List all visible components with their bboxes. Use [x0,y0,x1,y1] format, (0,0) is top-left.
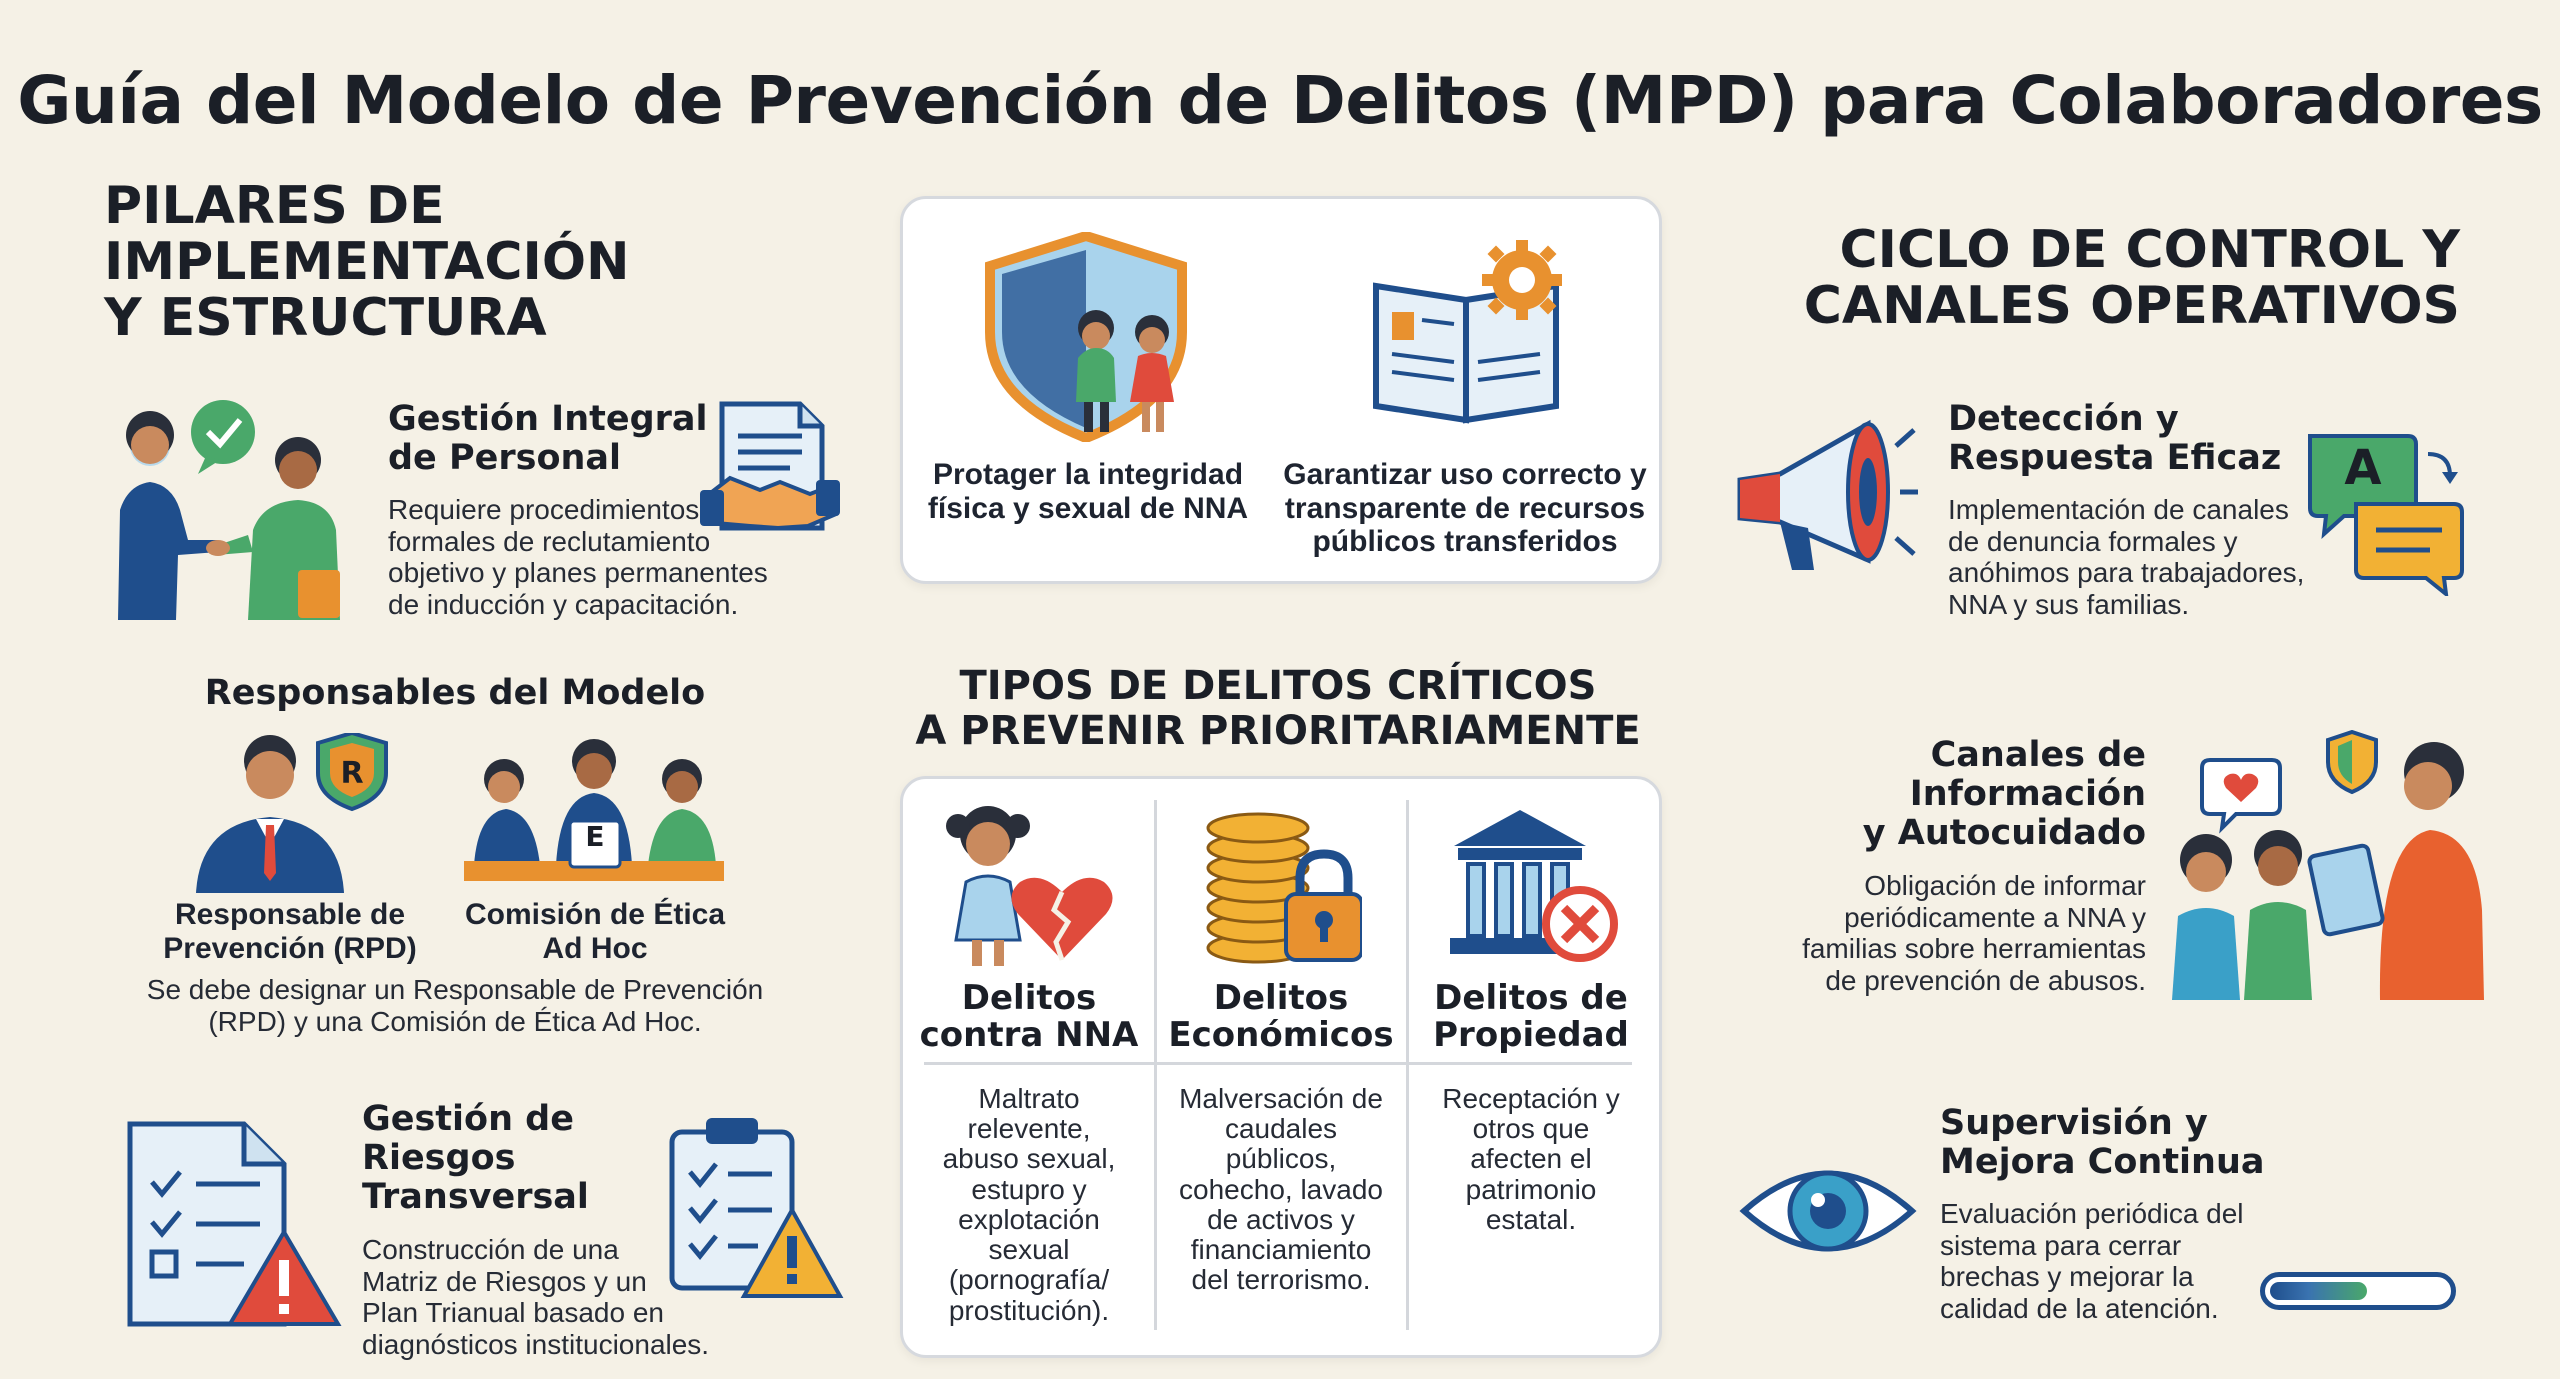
shield-children-icon [976,232,1196,442]
coins-lock-icon [1202,808,1362,968]
crimes-heading: TIPOS DE DELITOS CRÍTICOS A PREVENIR PRIORITARIAMENTE [915,663,1641,754]
responsables-title: Responsables del Modelo [204,673,706,713]
deteccion-text: Implementación de canales de denuncia formales y anóhimos para trabajadores, NNA y sus familias. [1948,494,2305,620]
progress-bar [2260,1272,2456,1310]
crime-nna-text: Maltrato relevente, abuso sexual, estupro y explotación sexual (pornografía/ prostitución). [942,1083,1116,1326]
left-section-heading: PILARES DE IMPLEMENTACIÓN Y ESTRUCTURA [104,176,630,349]
objective-resources-text: Garantizar uso correcto y transparente de recursos públicos transferidos [1283,458,1647,559]
canales-title: Canales de Información y Autocuidado [1862,735,2146,854]
riesgos-title: Gestión de Riesgos Transversal [362,1099,589,1218]
rpd-label: Responsable de Prevención (RPD) [163,898,417,965]
clipboard-warning-icon [668,1114,844,1304]
crimes-divider-horizontal [924,1062,1632,1065]
crime-property-title: Delitos de Propiedad [1433,978,1629,1055]
eye-icon [1738,1146,1918,1276]
supervision-title: Supervisión y Mejora Continua [1940,1103,2265,1183]
supervision-text: Evaluación periódica del sistema para cerrar brechas y mejorar la calidad de la atención. [1940,1198,2244,1324]
personal-text: Requiere procedimientos formales de reclutamiento objetivo y planes permanentes de inducción y capacitación. [388,494,768,620]
handshake-people-icon [98,390,368,620]
contract-handshake-icon [700,398,840,548]
comision-badge-letter: E [585,820,605,853]
right-section-heading: CICLO DE CONTROL Y CANALES OPERATIVOS [1803,220,2460,337]
crimes-divider-2 [1406,800,1409,1330]
deteccion-title: Detección y Respuesta Eficaz [1948,399,2282,479]
rpd-badge-letter: R [340,756,364,791]
ethics-committee-icon [464,735,724,895]
megaphone-icon [1730,410,1920,580]
chat-badge-letter: A [2344,440,2382,496]
crime-economic-title: Delitos Económicos [1168,978,1394,1055]
checklist-warning-icon [124,1118,344,1338]
crime-economic-text: Malversación de caudales públicos, cohecho, lavado de activos y financiamiento del terrorismo. [1179,1083,1383,1296]
progress-bar-fill [2270,1282,2367,1300]
objective-protect-text: Protager la integridad física y sexual de NNA [927,458,1249,525]
book-gear-icon [1370,236,1570,426]
crime-nna-title: Delitos contra NNA [919,978,1139,1055]
building-cross-icon [1444,806,1624,966]
riesgos-text: Construcción de una Matriz de Riesgos y un Plan Trianual basado en diagnósticos institucionales. [362,1234,710,1360]
crime-property-text: Receptación y otros que afecten el patrimonio estatal. [1442,1083,1620,1235]
responsables-text: Se debe designar un Responsable de Prevención (RPD) y una Comisión de Ética Ad Hoc. [146,974,764,1037]
comision-label: Comisión de Ética Ad Hoc [464,898,726,965]
personal-title: Gestión Integral de Personal [388,399,708,479]
canales-text: Obligación de informar periódicamente a NNA y familias sobre herramientas de prevención de abusos. [1802,870,2146,996]
page-title: Guía del Modelo de Prevención de Delitos (MPD) para Colaboradores [17,62,2543,139]
girl-broken-heart-icon [944,800,1114,970]
family-tablet-icon [2166,730,2486,1000]
